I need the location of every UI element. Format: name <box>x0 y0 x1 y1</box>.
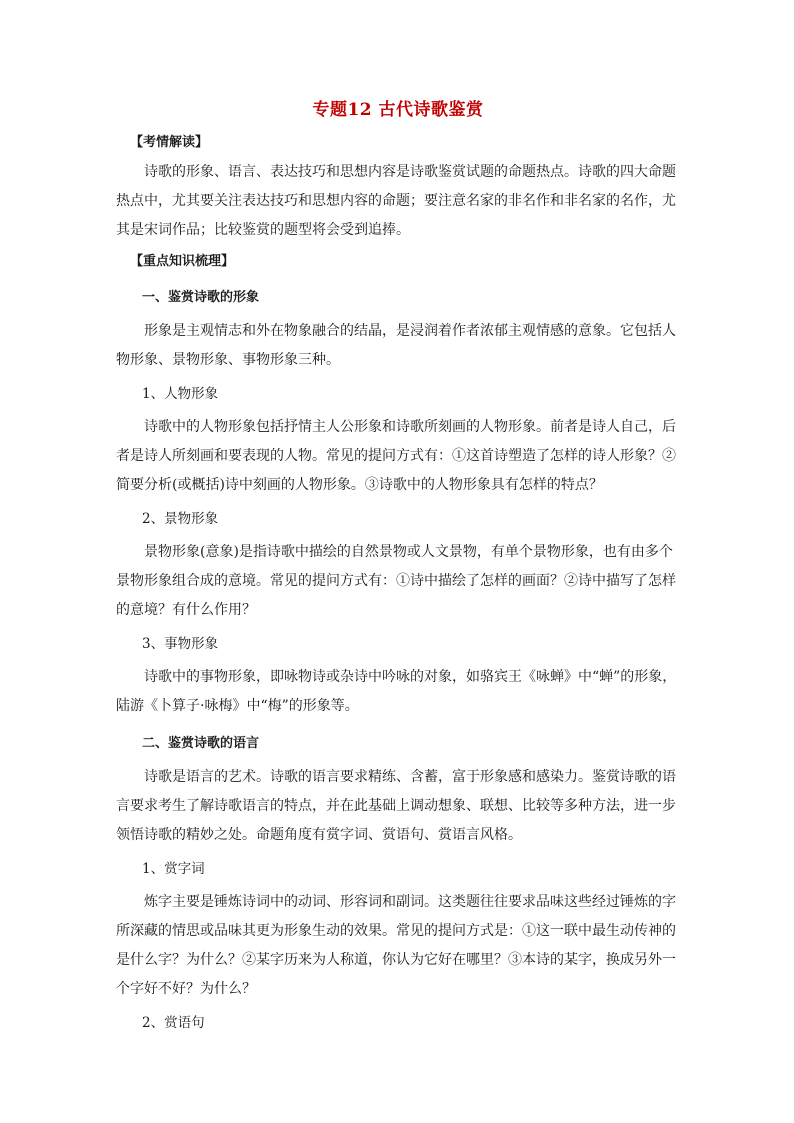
paragraph-line: 物形象、景物形象、事物形象三种。 <box>116 352 340 368</box>
paragraph-line: 个字好不好？为什么？ <box>116 981 256 997</box>
paragraph-line: 形象是主观情志和外在物象融合的结晶，是浸润着作者浓郁主观情感的意象。它包括人 <box>144 323 676 339</box>
subheading-sentences: 2、赏语句 <box>142 1015 205 1031</box>
paragraph-line: 诗歌中的事物形象，即咏物诗或杂诗中吟咏的对象，如骆宾王《咏蝉》中“蝉”的形象， <box>144 669 677 685</box>
paragraph-line: 景物形象组合成的意境。常见的提问方式有：①诗中描绘了怎样的画面？②诗中描写了怎样 <box>116 573 676 589</box>
paragraph-line: 简要分析(或概括)诗中刻画的人物形象。③诗歌中的人物形象具有怎样的特点？ <box>116 477 603 493</box>
page-title: 专题12 古代诗歌鉴赏 <box>312 100 484 120</box>
subheading-words: 1、赏字词 <box>142 861 205 877</box>
subheading-person-image: 1、人物形象 <box>142 386 219 402</box>
paragraph-line: 者是诗人所刻画和要表现的人物。常见的提问方式有：①这首诗塑造了怎样的诗人形象？② <box>116 448 676 464</box>
key-knowledge-label: 【重点知识梳理】 <box>130 254 235 269</box>
section-heading-image: 一、鉴赏诗歌的形象 <box>142 290 260 305</box>
language-intro-paragraph <box>116 763 680 850</box>
paragraph-line: 所深藏的情思或品味其更为形象生动的效果。常见的提问方式是：①这一联中最生动传神的 <box>116 923 676 939</box>
scenery-image-paragraph <box>116 538 680 625</box>
person-image-paragraph <box>116 413 680 500</box>
page-content <box>116 96 680 1042</box>
exam-analysis-label: 【考情解读】 <box>130 135 209 150</box>
paragraph-line: 是什么字？为什么？②某字历来为人称道，你认为它好在哪里？③本诗的某字，换成另外一 <box>116 952 676 968</box>
paragraph-line: 诗歌的形象、语言、表达技巧和思想内容是诗歌鉴赏试题的命题热点。诗歌的四大命题 <box>144 164 676 180</box>
paragraph-line: 诗歌是语言的艺术。诗歌的语言要求精练、含蓄，富于形象感和感染力。鉴赏诗歌的语 <box>144 769 676 785</box>
paragraph-line: 陆游《卜算子·咏梅》中“梅”的形象等。 <box>116 698 359 714</box>
image-intro-paragraph <box>116 317 680 375</box>
paragraph-line: 其是宋词作品；比较鉴赏的题型将会受到追捧。 <box>116 222 410 238</box>
paragraph-line: 领悟诗歌的精妙之处。命题角度有赏字词、赏语句、赏语言风格。 <box>116 827 522 843</box>
paragraph-line: 热点中，尤其要关注表达技巧和思想内容的命题；要注意名家的非名作和非名家的名作，尤 <box>116 193 676 209</box>
paragraph-line: 景物形象(意象)是指诗歌中描绘的自然景物或人文景物，有单个景物形象，也有由多个 <box>144 544 673 560</box>
paragraph-line: 诗歌中的人物形象包括抒情主人公形象和诗歌所刻画的人物形象。前者是诗人自己，后 <box>144 419 676 435</box>
paragraph-line: 的意境？有什么作用？ <box>116 602 256 618</box>
subheading-object-image: 3、事物形象 <box>142 636 219 652</box>
words-paragraph <box>116 888 680 1004</box>
object-image-paragraph <box>116 663 680 721</box>
paragraph-line: 炼字主要是锤炼诗词中的动词、形容词和副词。这类题往往要求品味这些经过锤炼的字 <box>144 894 676 910</box>
paragraph-line: 言要求考生了解诗歌语言的特点，并在此基础上调动想象、联想、比较等多种方法，进一步 <box>116 798 676 814</box>
subheading-scenery-image: 2、景物形象 <box>142 511 219 527</box>
exam-analysis-paragraph <box>116 158 680 245</box>
section-heading-language: 二、鉴赏诗歌的语言 <box>142 736 260 751</box>
